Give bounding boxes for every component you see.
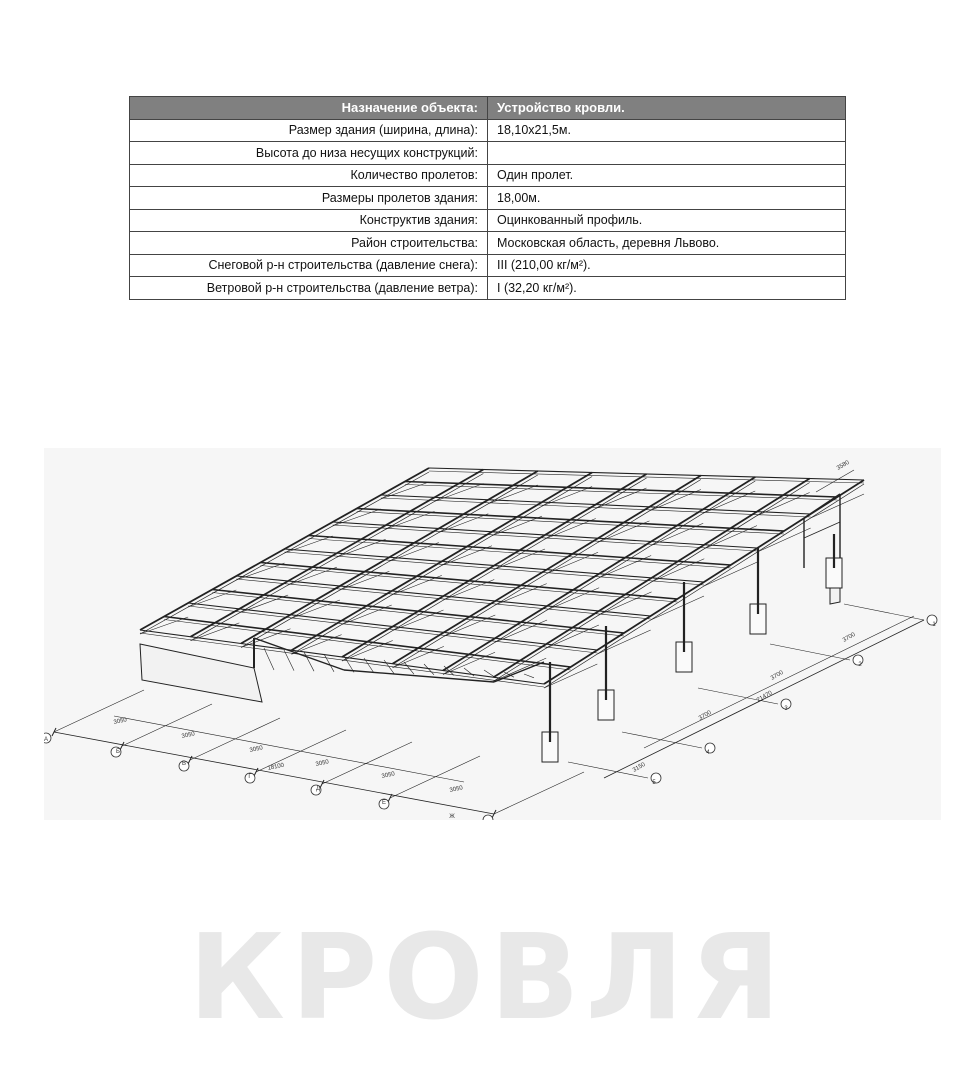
spec-row [130, 119, 846, 142]
spec-row-label: Высота до низа несущих конструкций: [130, 142, 488, 165]
roof-rafter [443, 477, 755, 671]
lower-chord-web [464, 668, 474, 676]
spec-row-value: 18,00м. [488, 187, 846, 210]
truss-brace [389, 543, 438, 562]
spec-row-value: I (32,20 кг/м²). [488, 277, 846, 300]
dim-extension [54, 690, 144, 732]
truss-brace [342, 605, 392, 625]
axis-letter-label: А [44, 737, 49, 743]
spec-row [130, 277, 846, 300]
dim-side-label: 3150 [632, 761, 647, 774]
dim-extension [494, 772, 584, 814]
truss-brace [651, 523, 703, 545]
truss-brace [444, 615, 495, 636]
spec-row [130, 142, 846, 165]
truss-brace [444, 580, 495, 601]
dim-front-label: 3050 [449, 785, 464, 794]
roof-purlin-edge [285, 552, 705, 585]
axis-letter-label: Д [315, 786, 321, 792]
dim-extension [844, 604, 924, 620]
truss-brace [442, 546, 492, 566]
roof-purlin-edge [405, 485, 837, 501]
truss-brace [340, 571, 389, 590]
axis-number-label: 5 [652, 780, 656, 786]
dim-side-label: 3700 [698, 709, 713, 722]
axis-letter-label: Г [248, 774, 252, 780]
dim-front-label: 3050 [249, 745, 264, 754]
dim-side-total-label: 21470 [756, 690, 774, 704]
spec-row-label: Снеговой р-н строительства (давление снега): [130, 254, 488, 277]
dim-side-label: 3700 [770, 669, 785, 682]
spec-row [130, 209, 846, 232]
axis-letter-label: Б [116, 749, 120, 755]
spec-row [130, 164, 846, 187]
axis-marker-letter [483, 815, 493, 820]
truss-brace [292, 635, 342, 655]
spec-row [130, 187, 846, 210]
spec-header-row [130, 97, 846, 120]
dim-line-height [816, 470, 854, 492]
lower-chord-web [264, 648, 274, 670]
dim-front-total-label: 18100 [267, 762, 285, 772]
spec-row-value: 18,10х21,5м. [488, 119, 846, 142]
truss-brace [393, 610, 444, 631]
lower-chord-web [404, 662, 414, 674]
dim-tick [120, 742, 124, 750]
truss-brace [393, 646, 444, 667]
dim-side-label: 3700 [842, 631, 857, 644]
spec-row-label: Район строительства: [130, 232, 488, 255]
foundation-block-left [140, 644, 262, 702]
roof-purlin-edge [333, 525, 758, 551]
roof-rafter [241, 471, 538, 644]
dim-line-front-total [114, 716, 464, 782]
truss-brace [241, 629, 290, 648]
dim-line-front [54, 732, 494, 814]
spec-row-value [488, 142, 846, 165]
axis-letter-label: Ж [449, 814, 455, 820]
dim-extension [122, 704, 212, 746]
truss-brace [598, 521, 649, 542]
dim-extension [390, 756, 480, 798]
roof-rafter [292, 473, 593, 651]
kroвlya-watermark: КРОВЛЯ [188, 908, 787, 1046]
spec-row-label: Ветровой р-н строительства (давление ветра): [130, 277, 488, 300]
dim-front-label: 3050 [315, 759, 330, 768]
spec-row-value: Московская область, деревня Львово. [488, 232, 846, 255]
dim-tick [388, 794, 392, 802]
roof-rafter [494, 479, 810, 678]
roof-purlin-edge [381, 498, 811, 517]
truss-brace [290, 600, 339, 619]
spec-row [130, 232, 846, 255]
roof-frame-isometric-svg [44, 448, 941, 820]
spec-row-label: Размер здания (ширина, длина): [130, 119, 488, 142]
axis-letter-label: Е [381, 800, 387, 806]
truss-brace [392, 575, 442, 595]
spec-header-value: Устройство кровли. [488, 97, 846, 120]
lower-chord-web [304, 652, 314, 671]
dim-extension [322, 742, 412, 784]
roof-rafter [140, 468, 429, 630]
spec-row-value: III (210,00 кг/м²). [488, 254, 846, 277]
dim-front-label: 3050 [113, 717, 128, 726]
axis-number-label: 4 [706, 750, 710, 756]
axis-number-label: 3 [784, 706, 788, 712]
spec-row-label: Конструктив здания: [130, 209, 488, 232]
axis-number-label: 1 [932, 622, 936, 628]
truss-brace [342, 641, 393, 662]
dim-extension [622, 732, 702, 748]
truss-brace [443, 652, 495, 674]
spec-row-label: Количество пролетов: [130, 164, 488, 187]
roof-purlin-edge [429, 471, 864, 483]
spec-row [130, 254, 846, 277]
axis-number-label: 2 [858, 662, 862, 668]
dim-extension [770, 644, 850, 660]
truss-brace [599, 556, 651, 578]
dim-front-label: 3050 [181, 731, 196, 740]
dim-tick [320, 780, 324, 788]
axis-letter-label: В [181, 761, 187, 767]
specification-table [129, 96, 846, 300]
spec-row-label: Размеры пролетов здания: [130, 187, 488, 210]
spec-header-label: Назначение объекта: [130, 97, 488, 120]
gable-member [804, 494, 840, 518]
dim-front-label: 3050 [381, 771, 396, 780]
spec-row-value: Один пролет. [488, 164, 846, 187]
lower-chord-web [484, 670, 494, 677]
lower-chord [344, 670, 494, 682]
roof-structure-drawing [44, 448, 941, 820]
lower-chord-web [524, 674, 534, 678]
spec-row-value: Оцинкованный профиль. [488, 209, 846, 232]
dim-height-label: 3580 [836, 459, 851, 472]
